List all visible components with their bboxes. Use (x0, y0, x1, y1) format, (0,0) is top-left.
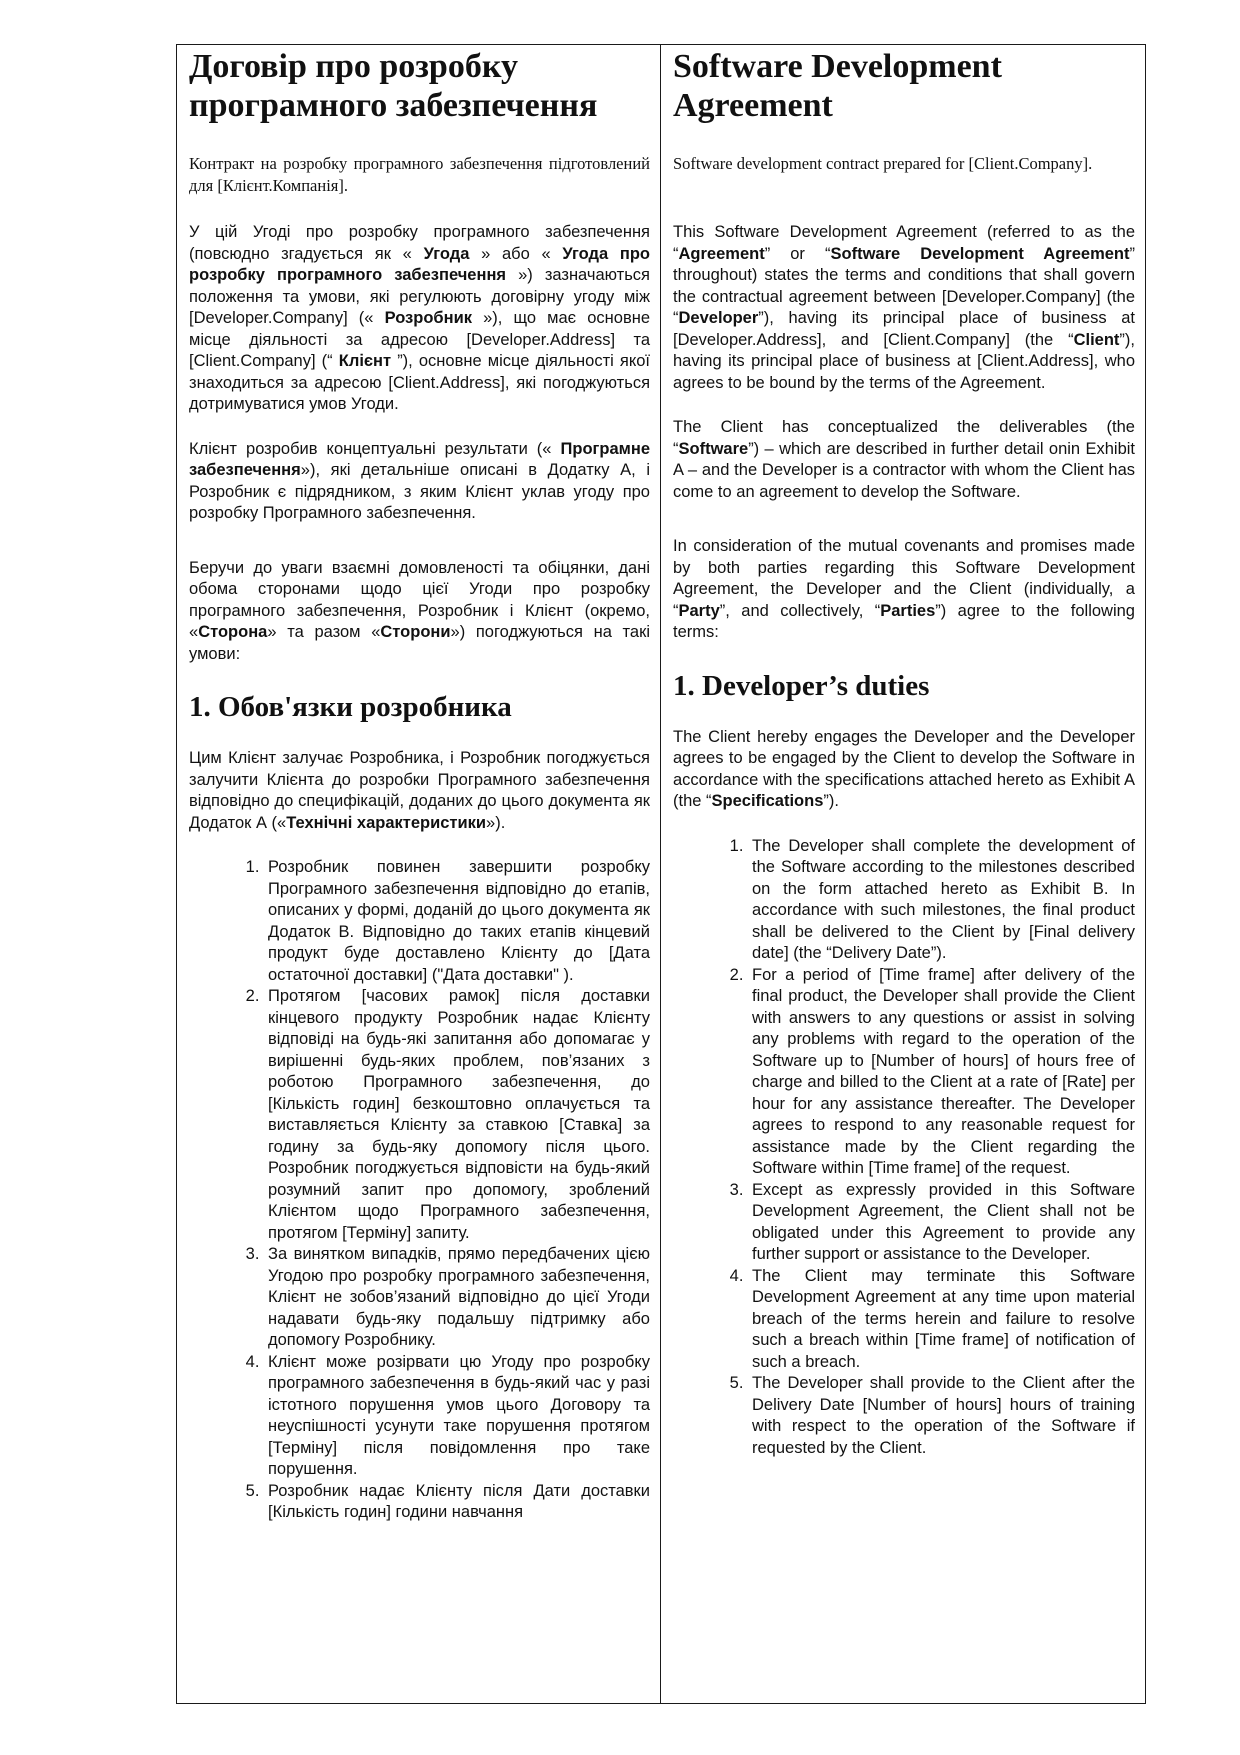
paragraph-text: ”). (823, 792, 839, 810)
duty-list-item: 1. Розробник повинен завершити розробку Програмного забезпечення відповідно до етапів, описаних у формі, доданій до цього документа як Додаток B. Відповідно до таких етапів кінцевий продукт буде доставлено Клієнту до [Дата остаточної доставки] ("Дата доставки" ). (264, 857, 650, 986)
paragraph-text: In consideration of the mutual covenants and promises made by both parties regarding this Software Development Agreement, the Developer and the Client (individually, a “ (673, 537, 1135, 620)
paragraph-text: ”), основне місце діяльності якої знаходиться за адресою [Client.Address], які погоджуються дотримуватися умов Угоди. (189, 352, 651, 413)
concept-paragraph-uk (189, 439, 650, 525)
duty-list-item: 3. За винятком випадків, прямо передбачених цією Угодою про розробку програмного забезпечення, Клієнт не зобов’язаний відповідно до цієї Угоди надавати будь-яку подальшу підтримку або допомогу Розробнику. (264, 1244, 650, 1352)
bold-term: Сторони (380, 623, 451, 641)
paragraph-text: The Client hereby engages the Developer and the Developer agrees to be engaged by the Client to develop the Software in accordance with the specifications attached hereto as Exhibit A (the “ (673, 727, 1135, 810)
paragraph-text: » та разом « (267, 623, 381, 641)
paragraph-text: ») погоджуються на такі умови: (189, 623, 650, 663)
concept-paragraph-en (673, 417, 1135, 503)
paragraph-text: ”), having its principal place of business at [Developer.Address], and [Client.Company] (the “ (673, 309, 1135, 349)
paragraph-text: »), що має основне місце діяльності за адресою [Developer.Address] та [Client.Company] (“ (189, 309, 650, 370)
bold-term: Agreement (678, 244, 765, 263)
paragraph-text: Клієнт розробив концептуальні результати (« (189, 439, 561, 458)
bold-term: Client (1073, 330, 1120, 349)
engagement-paragraph-en (673, 727, 1135, 813)
duty-list-item: 1. The Developer shall complete the development of the Software according to the milestones described on the form attached hereto as Exhibit B. In accordance with such milestones, the final product shall be delivered to the Client by [Final delivery date] (the “Delivery Date”). (748, 836, 1135, 965)
paragraph-text: Цим Клієнт залучає Розробника, і Розробник погоджується залучити Клієнта до розробки Програмного забезпечення відповідно до специфікацій, доданих до цього документа як Додаток А (« (189, 749, 650, 832)
paragraph-text: ”) – which are described in further detail onin Exhibit A – and the Developer is a contractor with whom the Client has come to an agreement to develop the Software. (673, 439, 1135, 501)
bold-term: Party (678, 601, 720, 620)
bold-term: Угода (423, 244, 470, 263)
duty-list-item: 2. Протягом [часових рамок] після доставки кінцевого продукту Розробник надає Клієнту відповіді на будь-які запитання або допомагає у вирішенні будь-яких проблем, пов’язаних з роботою Програмного забезпечення, до [Кількість годин] безкоштовно оплачується та виставляється Клієнту за ставкою [Ставка] за годину за будь-яку допомогу після цього. Розробник погоджується відповісти на будь-який розумний запит про допомогу, зроблений Клієнтом щодо Програмного забезпечення, протягом [Терміну] запиту. (264, 986, 650, 1244)
bilingual-table (176, 44, 1146, 1704)
intro-paragraph-en (673, 222, 1135, 394)
bold-term: Software Development Agreement (830, 244, 1130, 263)
document-title-uk: Договір про розробку програмного забезпечення (189, 48, 598, 124)
duty-list-item: 4. Клієнт може розірвати цю Угоду про розробку програмного забезпечення в будь-який час у разі істотного порушення умов цього Договору та неуспішності усунути таке порушення протягом [Терміну] після повідомлення про таке порушення. (264, 1352, 650, 1481)
bold-term: Технічні характеристики (286, 813, 487, 832)
duty-list-item: 3. Except as expressly provided in this Software Development Agreement, the Client shall not be obligated under this Agreement to provide any further support or assistance to the Developer. (748, 1180, 1135, 1266)
consideration-paragraph-en (673, 536, 1135, 644)
paragraph-text: The Client has conceptualized the deliverables (the “ (673, 418, 1135, 458)
paragraph-text: ”, and collectively, “ (719, 601, 881, 620)
duty-list-item: 2. For a period of [Time frame] after delivery of the final product, the Developer shall provide the Client with answers to any questions or assist in solving any problems with regard to the operation of the Software up to [Number of hours] of hours free of charge and billed to the Client at a rate of [Rate] per hour for any assistance thereafter. The Developer agrees to respond to any reasonable request for assistance made by the Client regarding the Software within [Time frame] of the request. (748, 965, 1135, 1180)
paragraph-text: ” or “ (764, 244, 831, 263)
bold-term: Specifications (711, 792, 824, 810)
paragraph-text: This Software Development Agreement (referred to as the “ (673, 223, 1135, 263)
english-column (661, 45, 1145, 1703)
bold-term: Сторона (198, 623, 268, 641)
contract-subtitle-uk: Контракт на розробку програмного забезпечення підготовлений для [Клієнт.Компанія]. (189, 154, 650, 195)
paragraph-text: Беручи до уваги взаємні домовленості та обіцянки, дані обома сторонами щодо цієї Угоди про розробку програмного забезпечення, Розробник і Клієнт (окремо, « (189, 558, 650, 641)
paragraph-text: » або « (469, 244, 563, 263)
bold-term: Software (678, 439, 749, 458)
consideration-paragraph-uk (189, 558, 650, 666)
intro-paragraph-uk (189, 222, 650, 416)
engagement-paragraph-uk (189, 748, 650, 834)
contract-subtitle-en: Software development contract prepared for [Client.Company]. (673, 154, 1093, 173)
bold-term: Програмне забезпечення (189, 439, 650, 479)
duty-list-item: 5. The Developer shall provide to the Client after the Delivery Date [Number of hours] hours of training with respect to the operation of the Software if requested by the Client. (748, 1373, 1135, 1459)
section-heading-en: 1. Developer’s duties (673, 669, 930, 702)
paragraph-text: »). (486, 813, 506, 832)
bold-term: Розробник (384, 309, 472, 327)
bold-term: Угода про розробку програмного забезпечення (189, 244, 650, 284)
bold-term: Parties (880, 601, 936, 620)
section-heading-uk: 1. Обов'язки розробника (189, 691, 512, 723)
document-title-en: Software Development Agreement (673, 48, 1002, 124)
duty-list-item: 4. The Client may terminate this Software Development Agreement at any time upon material breach of the terms herein and failure to resolve such a breach within [Time frame] of notification of such a breach. (748, 1266, 1135, 1374)
duty-list-item: 5. Розробник надає Клієнту після Дати доставки [Кількість годин] години навчання (264, 1481, 650, 1524)
paragraph-text: »), які детальніше описані в Додатку А, і Розробник є підрядником, з яким Клієнт уклав угоду про розробку Програмного забезпечення. (189, 461, 650, 522)
paragraph-text: ”), having its principal place of business at [Client.Address], who agrees to be bound by the terms of the Agreement. (673, 330, 1135, 392)
duties-list-uk (189, 857, 650, 1524)
bold-term: Developer (678, 309, 759, 327)
paragraph-text: ” throughout) states the terms and conditions that shall govern the contractual agreement between [Developer.Company] (the “ (673, 244, 1135, 327)
paragraph-text: ”) agree to the following terms: (673, 601, 1135, 641)
bold-term: Клієнт (338, 352, 392, 370)
duties-list-en (673, 836, 1135, 1460)
paragraph-text: ») зазначаються положення та умови, які регулюють договірну угоду між [Developer.Company] (« (189, 266, 650, 327)
ukrainian-column (177, 45, 661, 1703)
paragraph-text: У цій Угоді про розробку програмного забезпечення (повсюдно згадується як « (189, 223, 650, 263)
